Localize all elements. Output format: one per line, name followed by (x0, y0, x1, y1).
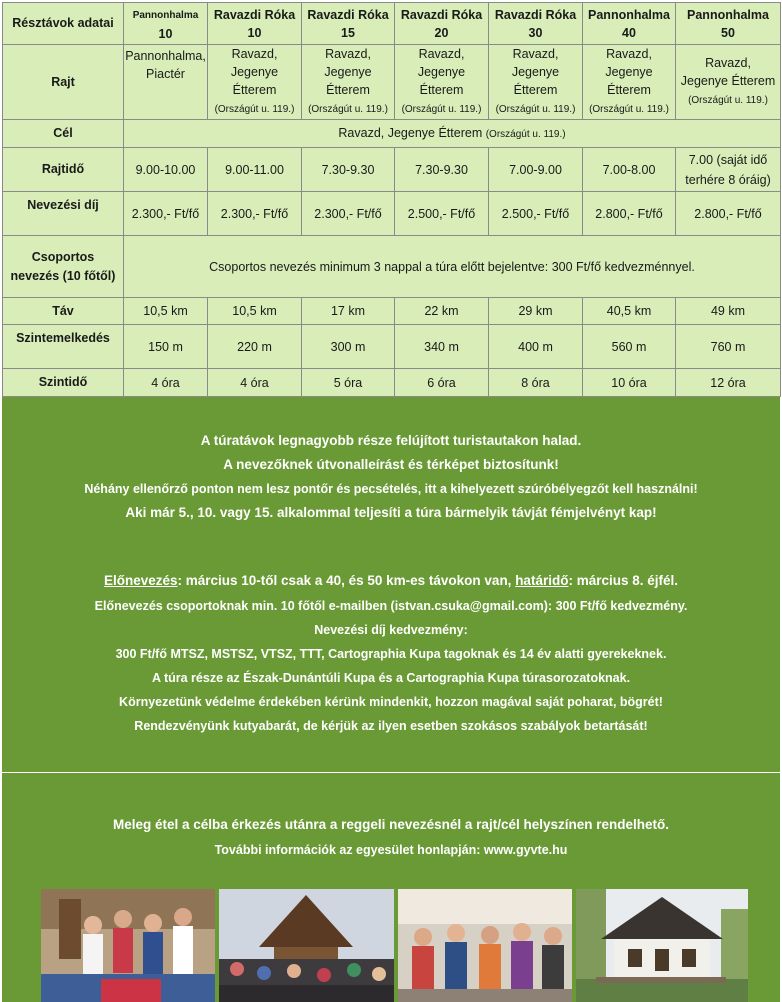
rajt-address: (Országút u. 119.) (495, 104, 576, 115)
cel-address: (Országút u. 119.) (485, 128, 566, 140)
rajt-cell (583, 45, 676, 120)
rajt-cell (124, 45, 208, 120)
photo-strip (41, 889, 748, 1002)
tav-label: Táv (3, 298, 124, 325)
tav-cell: 40,5 km (583, 298, 676, 325)
photo-pavilion-crowd-image (219, 889, 394, 1002)
route-header (208, 3, 302, 45)
rajt-address: (Országút u. 119.) (688, 95, 768, 106)
rajtido-cell: 7.30-9.30 (302, 148, 395, 192)
rajt-address: (Országút u. 119.) (401, 104, 482, 115)
rajt-town: Ravazd, (418, 47, 465, 61)
csoport-label: Csoportos (31, 249, 95, 264)
rajt-town: Ravazd, (512, 47, 559, 61)
rajt-venue: Jegenye Étterem (230, 65, 279, 97)
rajt-town: Ravazd, (606, 47, 652, 61)
szintido-label: Szintidő (3, 369, 124, 397)
cel-row (3, 120, 781, 148)
szint-cell: 300 m (302, 325, 395, 369)
photo-group-people-image (41, 889, 215, 1002)
tav-cell: 10,5 km (208, 298, 302, 325)
szint-cell: 560 m (583, 325, 676, 369)
szint-cell: 760 m (676, 325, 781, 369)
route-distance: 50 (721, 25, 735, 40)
csoport-row (3, 236, 781, 298)
photo-house (576, 889, 748, 1002)
route-name: Ravazdi Róka (494, 7, 577, 22)
csoport-value: Csoportos nevezés minimum 3 nappal a túra előtt bejelentve: 300 Ft/fő kedvezménnyel. (124, 236, 781, 298)
info-line: Néhány ellenőrző ponton nem lesz pontőr és pecsételés, itt a kihelyezett szúróbélyegzőt kell használni! (84, 482, 698, 496)
rajt-cell (208, 45, 302, 120)
nevezesi-cell: 2.300,- Ft/fő (208, 192, 302, 236)
info-line: Nevezési díj kedvezmény: (314, 623, 468, 637)
website-line: További információk az egyesület honlapján: www.gyvte.hu (214, 843, 568, 857)
rajt-venue: Jegenye Étterem (605, 65, 653, 97)
route-info-table (2, 2, 781, 397)
csoport-label-cell (3, 236, 124, 298)
rajt-venue: Jegenye Étterem (324, 65, 372, 97)
prereg-line (2, 568, 780, 594)
photo-hikers-group-image (398, 889, 572, 1002)
deadline-word: határidő (515, 573, 569, 588)
rajt-address: (Országút u. 119.) (589, 104, 669, 115)
route-name: Ravazdi Róka (400, 7, 483, 22)
szintido-cell: 4 óra (124, 369, 208, 397)
tav-cell: 17 km (302, 298, 395, 325)
szint-cell: 220 m (208, 325, 302, 369)
rajt-town: Ravazd, (231, 47, 278, 61)
route-header (124, 3, 208, 45)
route-distance: 40 (622, 25, 636, 40)
info-line: A túra része az Észak-Dunántúli Kupa és a Cartographia Kupa túrasorozatoknak. (151, 671, 631, 685)
info-line: A nevezőknek útvonalleírást és térképet biztosítunk! (223, 457, 559, 472)
szint-label: Szintemelkedés (3, 325, 124, 369)
rajt-cell (676, 45, 781, 120)
szintido-row (3, 369, 781, 397)
info-line: Környezetünk védelme érdekében kérünk mindenkit, hozzon magával saját poharat, bögrét! (119, 695, 663, 709)
route-name: Pannonhalma (588, 7, 670, 22)
nevezesi-cell: 2.300,- Ft/fő (124, 192, 208, 236)
szintido-cell: 10 óra (583, 369, 676, 397)
szint-cell: 340 m (395, 325, 489, 369)
prereg-text: : március 10-től csak a 40, és 50 km-es távokon van, (177, 573, 516, 588)
route-name: Pannonhalma (132, 9, 199, 21)
rajtido-last-note: terhére 8 óráig) (685, 172, 771, 187)
szintido-cell: 6 óra (395, 369, 489, 397)
food-line: Meleg étel a célba érkezés utánra a reggeli nevezésnél a rajt/cél helyszínen rendelhető. (113, 817, 669, 832)
rajt-place: Pannonhalma, (125, 49, 206, 63)
rajt-place-detail: Piactér (146, 67, 185, 81)
rajt-cell (302, 45, 395, 120)
rajtido-cell (676, 148, 781, 192)
photo-group-people (41, 889, 215, 1002)
tav-cell: 29 km (489, 298, 583, 325)
deadline-text: : március 8. éjfél. (568, 573, 679, 588)
route-header (583, 3, 676, 45)
prereg-word: Előnevezés (103, 573, 178, 588)
szintido-cell: 12 óra (676, 369, 781, 397)
rajt-row (3, 45, 781, 120)
szintido-cell: 4 óra (208, 369, 302, 397)
rajt-cell (489, 45, 583, 120)
photo-house-image (576, 889, 748, 1002)
rajtido-cell: 7.30-9.30 (395, 148, 489, 192)
cel-label: Cél (3, 120, 124, 148)
szint-row (3, 325, 781, 369)
info-line: A túratávok legnagyobb része felújított turistautakon halad. (200, 433, 582, 448)
route-name: Pannonhalma (687, 7, 769, 22)
route-header (395, 3, 489, 45)
route-distance: 15 (341, 25, 355, 40)
rajtido-last: 7.00 (saját idő (688, 152, 768, 167)
rajt-town: Ravazd, (705, 56, 751, 70)
rajt-address: (Országút u. 119.) (214, 104, 295, 115)
header-label-cell (3, 3, 124, 45)
rajtido-cell: 9.00-11.00 (208, 148, 302, 192)
header-row (3, 3, 781, 45)
route-header (489, 3, 583, 45)
csoport-label-note: nevezés (10 főtől) (10, 268, 116, 283)
nevezesi-label: Nevezési díj (3, 192, 124, 236)
nevezesi-cell: 2.300,- Ft/fő (302, 192, 395, 236)
info-line: Aki már 5., 10. vagy 15. alkalommal teljesíti a túra bármelyik távját fémjelvényt kap! (125, 505, 657, 520)
rajt-label: Rajt (3, 45, 124, 120)
rajt-venue: Jegenye Étterem (417, 65, 466, 97)
cel-cell (124, 120, 781, 148)
tav-cell: 22 km (395, 298, 489, 325)
route-header (676, 3, 781, 45)
rajt-cell (395, 45, 489, 120)
rajtido-cell: 7.00-8.00 (583, 148, 676, 192)
route-distance: 10 (247, 25, 262, 40)
nevezesi-cell: 2.800,- Ft/fő (583, 192, 676, 236)
info-line: Előnevezés csoportoknak min. 10 főtől e-mailben (istvan.csuka@gmail.com): 300 Ft/fő kedvezmény. (94, 599, 688, 613)
photo-hikers-group (398, 889, 572, 1002)
rajtido-cell: 7.00-9.00 (489, 148, 583, 192)
route-distance: 10 (158, 26, 173, 41)
info-line: 300 Ft/fő MTSZ, MSTSZ, VTSZ, TTT, Cartographia Kupa tagoknak és 14 év alatti gyerekeknek. (115, 647, 667, 661)
rajtido-cell: 9.00-10.00 (124, 148, 208, 192)
info-block (2, 397, 780, 772)
tav-cell: 49 km (676, 298, 781, 325)
rajt-town: Ravazd, (325, 47, 371, 61)
route-distance: 30 (528, 25, 543, 40)
tav-row (3, 298, 781, 325)
szint-cell: 400 m (489, 325, 583, 369)
rajt-venue: Jegenye Étterem (511, 65, 560, 97)
nevezesi-cell: 2.500,- Ft/fő (395, 192, 489, 236)
rajt-address: (Országút u. 119.) (308, 104, 388, 115)
rajtido-row (3, 148, 781, 192)
szint-cell: 150 m (124, 325, 208, 369)
route-distance: 20 (434, 25, 449, 40)
info-line: Rendezvényünk kutyabarát, de kérjük az ilyen esetben szokásos szabályok betartását! (134, 719, 648, 733)
route-name: Ravazdi Róka (307, 7, 389, 22)
route-header (302, 3, 395, 45)
photo-pavilion-crowd (219, 889, 394, 1002)
header-label: Résztávok adatai (12, 16, 114, 30)
cel-value: Ravazd, Jegenye Étterem (338, 125, 483, 140)
nevezesi-cell: 2.500,- Ft/fő (489, 192, 583, 236)
nevezesi-cell: 2.800,- Ft/fő (676, 192, 781, 236)
szintido-cell: 5 óra (302, 369, 395, 397)
rajt-venue: Jegenye Étterem (680, 74, 776, 88)
rajtido-label: Rajtidő (3, 148, 124, 192)
szintido-cell: 8 óra (489, 369, 583, 397)
tav-cell: 10,5 km (124, 298, 208, 325)
route-name: Ravazdi Róka (213, 7, 296, 22)
nevezesi-row (3, 192, 781, 236)
